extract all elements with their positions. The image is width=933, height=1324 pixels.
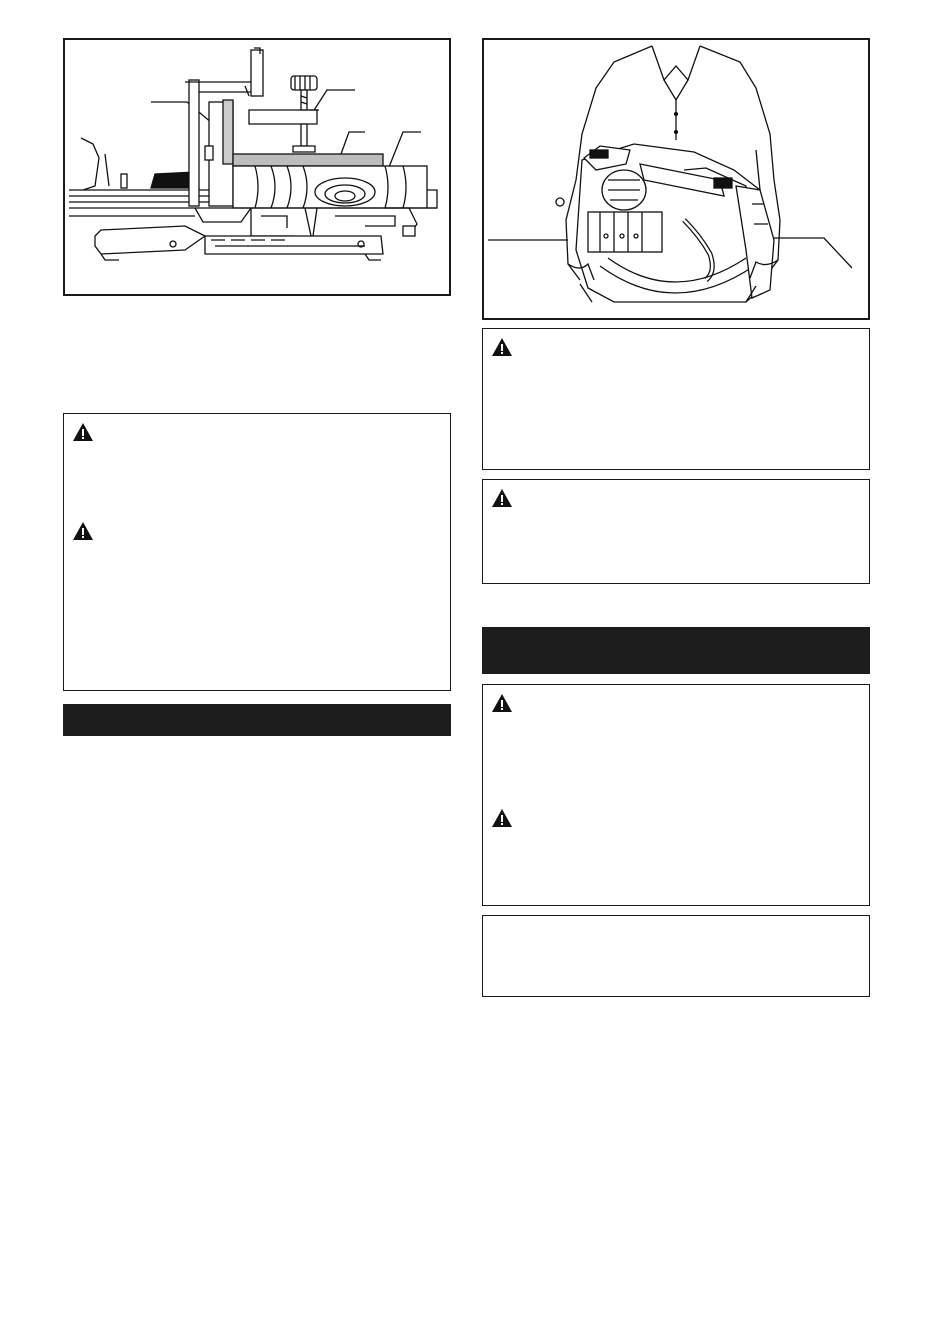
right-notice-4: [482, 915, 870, 997]
warning-triangle-icon: [491, 337, 513, 357]
right-warning-notice-1: [482, 328, 870, 470]
workpiece-clamping-illustration: [65, 40, 449, 294]
left-warning-notice: [63, 413, 451, 691]
right-warning-notice-3: [482, 684, 870, 906]
warning-triangle-icon: [72, 422, 94, 442]
figure-carrying-tool: [482, 38, 870, 320]
right-warning-notice-2: [482, 479, 870, 584]
left-section-heading-bar: [63, 704, 451, 736]
warning-triangle-icon: [491, 808, 513, 828]
right-section-heading-bar: [482, 627, 870, 674]
carrying-tool-illustration: [484, 40, 868, 318]
warning-triangle-icon: [491, 488, 513, 508]
warning-triangle-icon: [491, 693, 513, 713]
figure-workpiece-clamping: [63, 38, 451, 296]
warning-triangle-icon: [72, 521, 94, 541]
